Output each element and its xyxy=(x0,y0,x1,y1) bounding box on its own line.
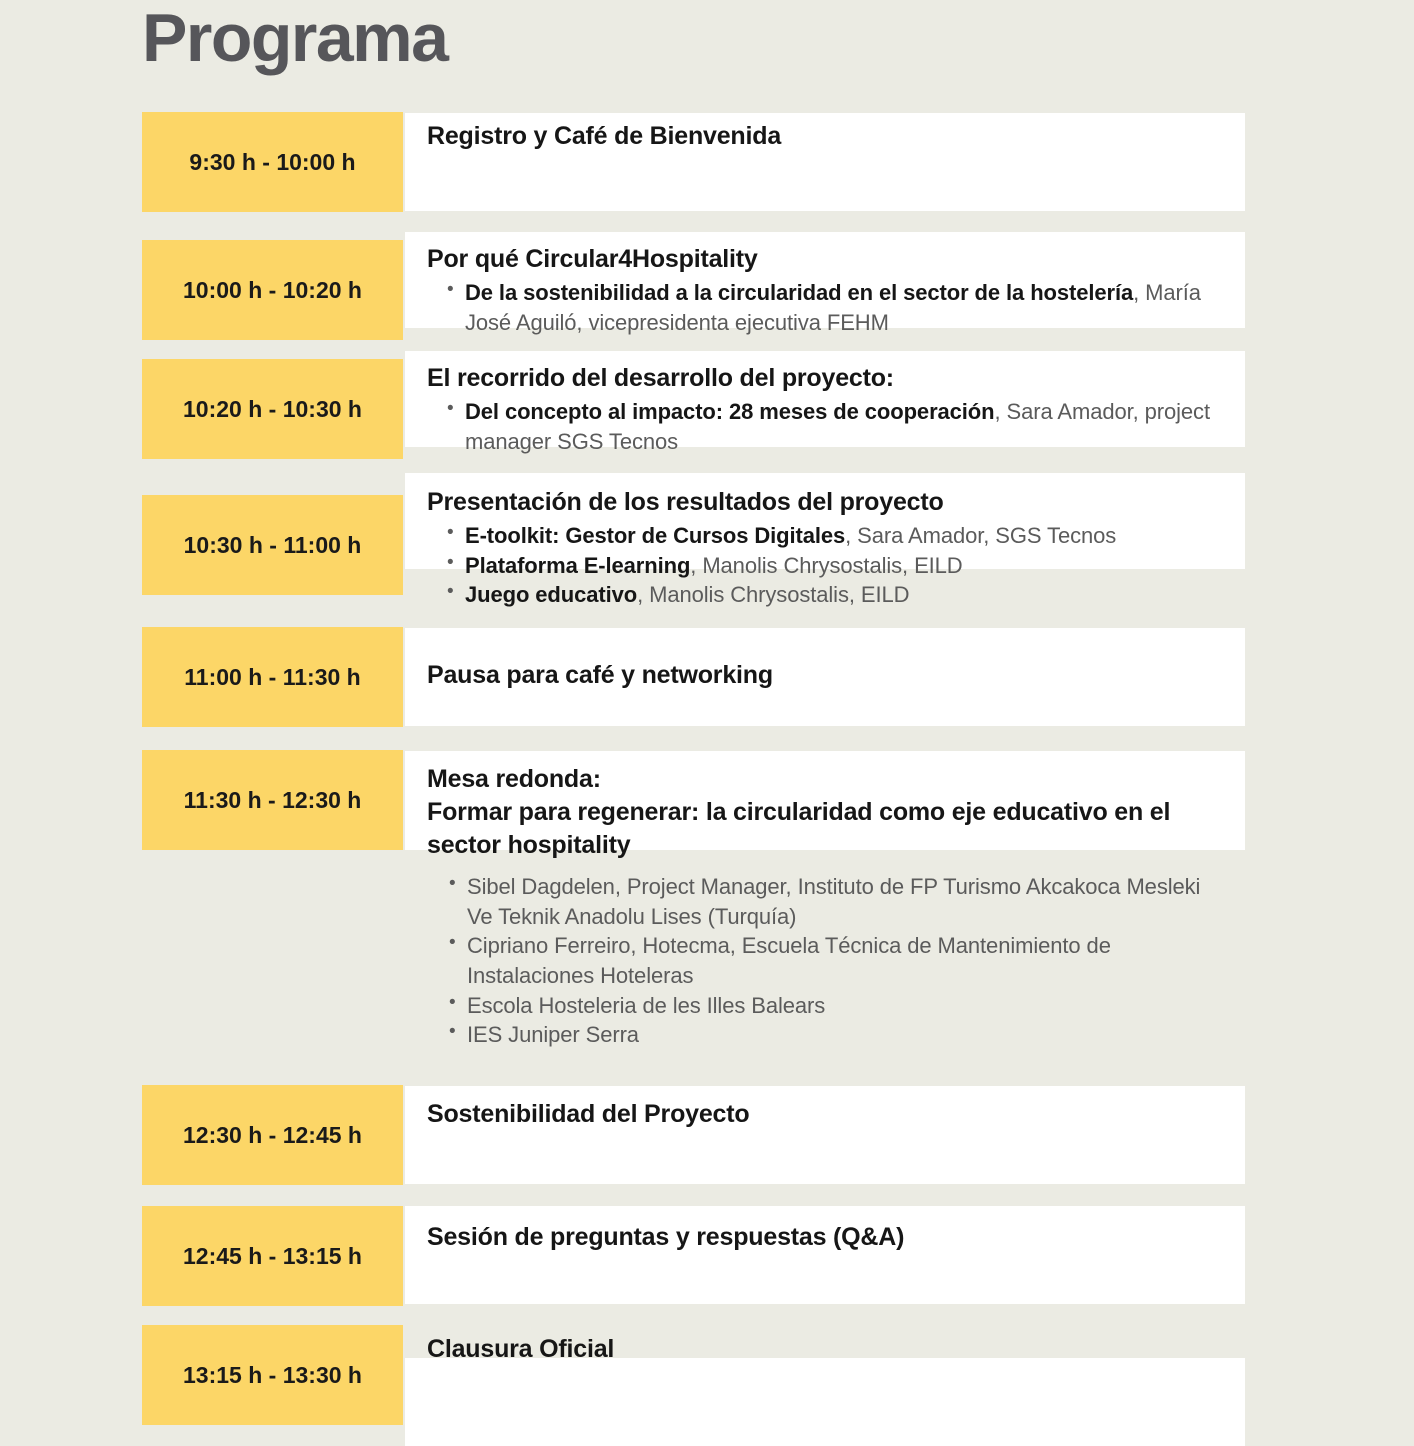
session-item xyxy=(427,397,1227,456)
session-item-rest: , Manolis Chrysostalis, EILD xyxy=(690,552,963,578)
session-item xyxy=(427,278,1227,337)
session-card xyxy=(405,1358,1245,1446)
time-slot-chip xyxy=(142,1325,403,1425)
session-title: Registro y Café de Bienvenida xyxy=(427,122,782,150)
time-slot-label: 13:15 h - 13:30 h xyxy=(183,1361,362,1388)
time-slot-label: 10:30 h - 11:00 h xyxy=(183,531,362,558)
session-item-lead: De la sostenibilidad a la circularidad en el sector de la hostelería xyxy=(465,280,1134,305)
session-content xyxy=(427,486,1227,610)
session-item-list xyxy=(427,397,1227,456)
time-slot-chip xyxy=(142,112,403,212)
session-item-list xyxy=(427,521,1227,610)
session-title: Por qué Circular4Hospitality xyxy=(427,245,758,273)
time-slot-label: 9:30 h - 10:00 h xyxy=(189,148,356,175)
session-content xyxy=(427,763,1227,1050)
time-slot-label: 12:30 h - 12:45 h xyxy=(183,1121,362,1148)
session-title: El recorrido del desarrollo del proyecto: xyxy=(427,364,894,392)
session-title: Presentación de los resultados del proyecto xyxy=(427,488,944,516)
time-slot-chip xyxy=(142,1085,403,1185)
session-item-rest: , María José Aguiló, vicepresidenta ejecutiva FEHM xyxy=(465,280,1201,335)
session-item-rest: , Sara Amador, project manager SGS Tecnos xyxy=(465,399,1210,454)
panelist-item: • IES Juniper Serra xyxy=(427,1020,1227,1050)
session-title: Pausa para café y networking xyxy=(427,661,773,689)
time-slot-label: 11:30 h - 12:30 h xyxy=(183,786,362,813)
session-item-rest: , Manolis Chrysostalis, EILD xyxy=(637,582,910,608)
page-title: Programa xyxy=(142,0,448,76)
time-slot-label: 11:00 h - 11:30 h xyxy=(184,663,361,690)
session-item-lead: Del concepto al impacto: 28 meses de cooperación xyxy=(465,399,995,424)
time-slot-label: 10:00 h - 10:20 h xyxy=(183,276,362,303)
session-content xyxy=(427,243,1227,337)
session-title-line1: Mesa redonda: xyxy=(427,765,601,793)
session-content xyxy=(427,1221,1227,1254)
session-item xyxy=(427,521,1227,551)
session-title: Sesión de preguntas y respuestas (Q&A) xyxy=(427,1223,905,1251)
time-slot-chip xyxy=(142,240,403,340)
session-content xyxy=(427,1333,1227,1366)
session-item xyxy=(427,580,1227,610)
session-title: Sostenibilidad del Proyecto xyxy=(427,1100,750,1128)
panelist-list xyxy=(427,872,1227,1050)
session-content xyxy=(427,1098,1227,1131)
session-item-list xyxy=(427,278,1227,337)
session-item-lead: Juego educativo xyxy=(465,582,638,608)
time-slot-chip xyxy=(142,495,403,595)
time-slot-chip xyxy=(142,359,403,459)
session-item xyxy=(427,551,1227,581)
session-item-lead: E-toolkit: Gestor de Cursos Digitales xyxy=(465,523,846,548)
panelist-item: • Sibel Dagdelen, Project Manager, Instituto de FP Turismo Akcakoca Mesleki Ve Teknik Anadolu Lises (Turquía) xyxy=(427,872,1227,931)
session-content xyxy=(427,362,1227,456)
time-slot-chip xyxy=(142,627,403,727)
time-slot-label: 12:45 h - 13:15 h xyxy=(183,1242,362,1269)
time-slot-label: 10:20 h - 10:30 h xyxy=(183,395,362,422)
session-item-rest: , Sara Amador, SGS Tecnos xyxy=(845,523,1117,548)
time-slot-chip xyxy=(142,750,403,850)
panelist-item: • Cipriano Ferreiro, Hotecma, Escuela Técnica de Mantenimiento de Instalaciones Hoteleras xyxy=(427,931,1227,990)
time-slot-chip xyxy=(142,1206,403,1306)
session-title: Clausura Oficial xyxy=(427,1335,615,1363)
session-item-lead: Plataforma E-learning xyxy=(465,552,691,578)
panelist-item: • Escola Hosteleria de les Illes Balears xyxy=(427,991,1227,1021)
session-content xyxy=(427,659,1227,692)
session-title-line2: Formar para regenerar: la circularidad como eje educativo en el sector hospitality xyxy=(427,798,1171,859)
session-content xyxy=(427,120,1227,153)
